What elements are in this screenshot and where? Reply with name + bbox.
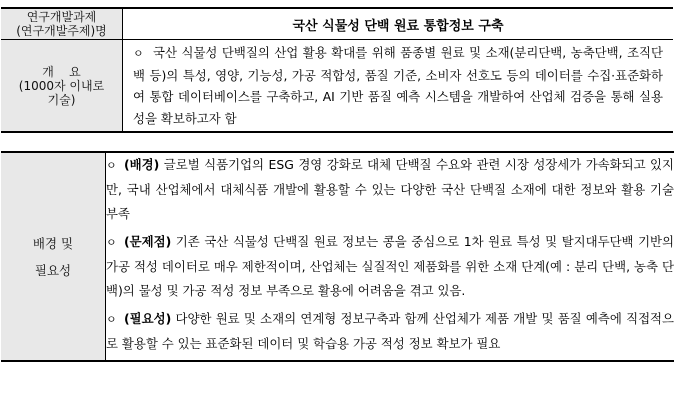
project-title: 국산 식물성 단백 원료 통합정보 구축 xyxy=(123,8,674,40)
background-row xyxy=(1,152,674,361)
project-name-label xyxy=(1,8,123,40)
item-keyword: (필요성) xyxy=(124,311,172,326)
item-text: 다양한 원료 및 소재의 연계형 정보구축과 함께 산업체가 제품 개발 및 품질 예측에 직접적으로 활용할 수 있는 표준화된 데이터 및 학습용 가공 적성 정보 확보가 필요 xyxy=(106,311,674,351)
overview-text: 국산 식물성 단백질의 산업 활용 확대를 위해 품종별 원료 및 소재(분리단백, 농축단백, 조직단백 등)의 특성, 영양, 기능성, 가공 적합성, 품질 기준, 소비자 선호도 등의 데이터를 수집·표준화하여 통합 데이터베이스를 구축하고, AI 기반 품질 예측 시스템을 개발하여 산업체 검증을 통해 실용성을 확보하고자 함 xyxy=(133,45,663,126)
background-label xyxy=(1,152,106,361)
background-table xyxy=(1,151,674,362)
project-overview-table xyxy=(1,7,673,133)
overview-label xyxy=(1,40,123,133)
background-item-problem xyxy=(106,230,674,303)
background-label-line2: 필요성 xyxy=(34,262,72,278)
overview-label-line1: 개 요 xyxy=(42,64,81,79)
project-name-label-line2: (연구개발주제)명 xyxy=(16,24,107,38)
overview-label-line2: (1000자 이내로 xyxy=(18,78,105,93)
background-item-context xyxy=(106,153,674,226)
item-keyword: (문제점) xyxy=(124,234,172,249)
background-item-necessity xyxy=(106,307,674,356)
overview-paragraph xyxy=(123,42,673,129)
overview-bullet-mark: ㅇ xyxy=(133,47,144,60)
bullet-mark: ㅇ xyxy=(106,313,117,326)
item-text: 글로벌 식품기업의 ESG 경영 강화로 대체 단백질 수요와 관련 시장 성장세가 가속화되고 있지만, 국내 산업체에서 대체식품 개발에 활용할 수 있는 다양한 국산 단백질 소재에 대한 정보와 활용 기술 부족 xyxy=(106,157,674,221)
item-keyword: (배경) xyxy=(124,157,160,172)
project-title-row xyxy=(1,8,673,40)
project-name-label-line1: 연구개발과제 xyxy=(26,10,97,24)
background-label-line1: 배경 및 xyxy=(32,235,74,251)
item-text: 기존 국산 식물성 단백질 원료 정보는 콩을 중심으로 1차 원료 특성 및 탈지대두단백 기반의 가공 적성 데이터로 매우 제한적이며, 산업체는 실질적인 제품화를 위한 소재 단계(예 : 분리 단백, 농축 단백)의 물성 및 가공 적성 정보 부족으로 활용에 어려움을 겪고 있음. xyxy=(106,234,674,298)
overview-row xyxy=(1,40,673,133)
bullet-mark: ㅇ xyxy=(106,159,117,172)
overview-cell xyxy=(123,40,674,133)
overview-label-line3: 기술) xyxy=(47,92,76,107)
bullet-mark: ㅇ xyxy=(106,236,117,249)
background-cell xyxy=(106,152,675,361)
